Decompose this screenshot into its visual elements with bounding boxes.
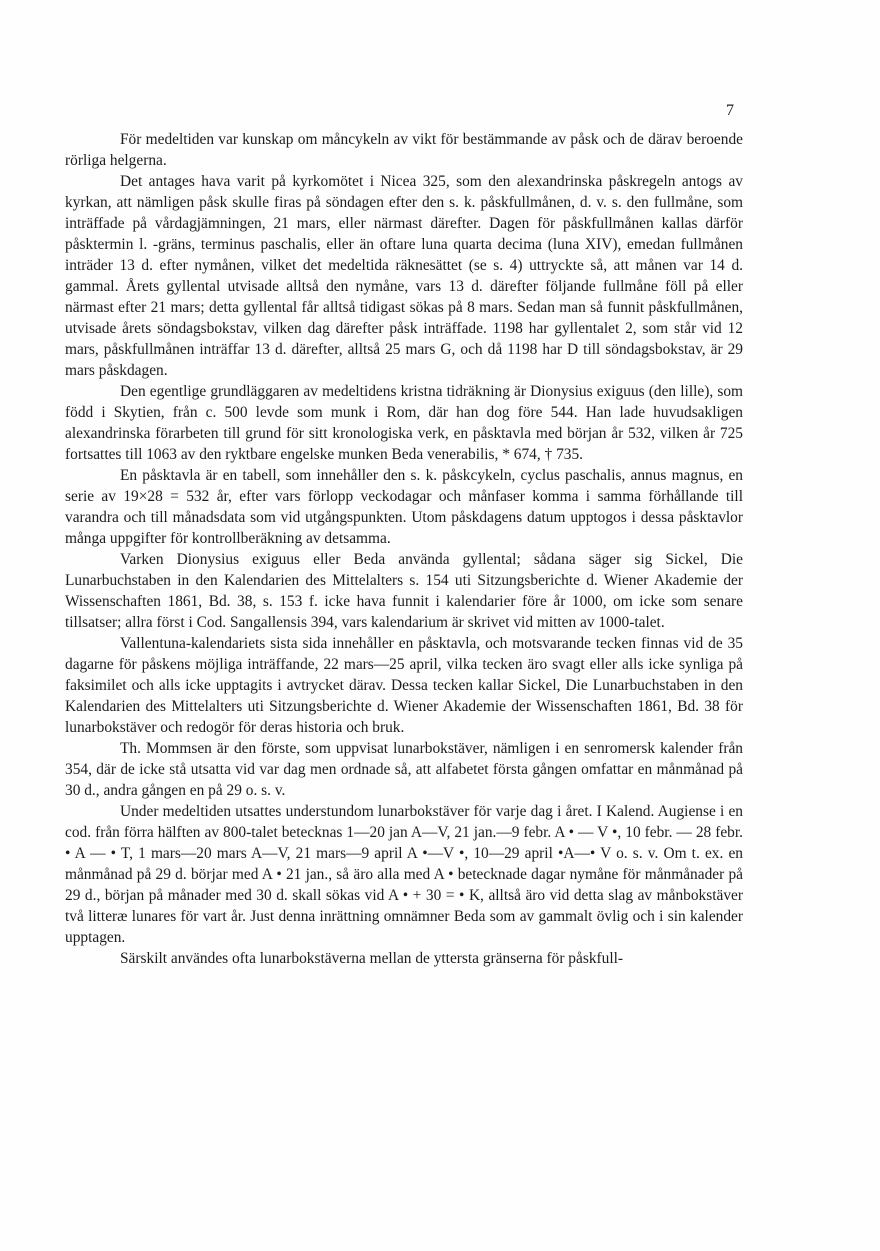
body-text [65, 129, 743, 969]
paragraph: För medeltiden var kunskap om måncykeln av vikt för bestämmande av påsk och de därav beroende rörliga helgerna. [65, 131, 743, 169]
paragraph: Det antages hava varit på kyrkomötet i Nicea 325, som den alexandrinska påskregeln antogs av kyrkan, att nämligen påsk skulle firas på söndagen efter den s. k. påskfullmånen, d. v. s. den fullmåne, som inträffade på vårdagjämningen, 21 mars, eller närmast därefter. Dagen för påskfullmånen kallas därför påsktermin l. -gräns, terminus paschalis, eller än oftare luna quarta decima (luna XIV), emedan fullmånen inträder 13 d. efter nymånen, vilket det medeltida räknesättet (se s. 4) uttryckte så, att månen var 14 d. gammal. Årets gyllental utvisade alltså den nymåne, vars 13 d. därefter följande fullmåne föll på eller närmast efter 21 mars; detta gyllental får alltså tidigast sökas på 8 mars. Sedan man så funnit påskfullmånen, utvisade årets söndagsbokstav, vilken dag därefter påsk inträffade. 1198 har gyllentalet 2, som står vid 12 mars, påskfullmånen inträffar 13 d. därefter, alltså 25 mars G, och då 1198 har D till söndagsbokstav, är 29 mars påskdagen. [65, 173, 743, 379]
paragraph: En påsktavla är en tabell, som innehåller den s. k. påskcykeln, cyclus paschalis, annus magnus, en serie av 19×28 = 532 år, efter vars förlopp veckodagar och månfaser komma i samma förhållande till varandra och till månadsdata som vid utgångspunkten. Utom påskdagens datum upptogos i dessa påsktavlor många uppgifter för kontrollberäkning av detsamma. [65, 467, 743, 547]
paragraph: Särskilt användes ofta lunarbokstäverna mellan de yttersta gränserna för påskfull- [120, 950, 624, 967]
paragraph: Vallentuna-kalendariets sista sida innehåller en påsktavla, och motsvarande tecken finnas vid de 35 dagarne för påskens möjliga inträffande, 22 mars—25 april, vilka tecken äro svagt eller alls icke synliga på faksimilet och alls icke upptagits i avtrycket därav. Dessa tecken kallar Sickel, Die Lunarbuchstaben in den Kalendarien des Mittelalters uti Sitzungsberichte d. Wiener Akademie der Wissenschaften 1861, Bd. 38 för lunarbokstäver och redogör för deras historia och bruk. [65, 635, 743, 736]
paragraph: Den egentlige grundläggaren av medeltidens kristna tidräkning är Dionysius exiguus (den lille), som född i Skytien, från c. 500 levde som munk i Rom, där han dog före 544. Han lade huvudsakligen alexandrinska förarbeten till grund för sitt kronologiska verk, en påsktavla med början år 532, vilken år 725 fortsattes till 1063 av den ryktbare engelske munken Beda venerabilis, * 674, † 735. [65, 383, 743, 463]
paragraph: Th. Mommsen är den förste, som uppvisat lunarbokstäver, nämligen i en senromersk kalender från 354, där de icke stå utsatta vid var dag men ordnade så, att alfabetet första gången omfattar en månmånad på 30 d., andra gången en på 29 o. s. v. [65, 740, 743, 799]
paragraph: Under medeltiden utsattes understundom lunarbokstäver för varje dag i året. I Kalend. Augiense i en cod. från förra hälften av 800-talet betecknas 1—20 jan A—V, 21 jan.—9 febr. A • — V •, 10 febr. — 28 febr. • A — • T, 1 mars—20 mars A—V, 21 mars—9 april A •—V •, 10—29 april •A—• V o. s. v. Om t. ex. en månmånad på 29 d. börjar med A • 21 jan., så äro alla med A • betecknade dagar nymåne för månmånader på 29 d., början på månader med 30 d. skall sökas vid A • + 30 = • K, alltså äro vid detta slag av månbokstäver två litteræ lunares för vart år. Just denna inrättning omnämner Beda som av gammalt övlig och i sin kalender upptagen. [65, 803, 743, 946]
page-number: 7 [726, 102, 734, 119]
paragraph: Varken Dionysius exiguus eller Beda använda gyllental; sådana säger sig Sickel, Die Lunarbuchstaben in den Kalendarien des Mittelalters s. 154 uti Sitzungsberichte d. Wiener Akademie der Wissenschaften 1861, Bd. 38, s. 153 f. icke hava funnit i kalendarier före år 1000, om icke som senare tillsatser; allra först i Cod. Sangallensis 394, vars kalendarium är skrivet vid mitten av 1000-talet. [65, 551, 743, 631]
